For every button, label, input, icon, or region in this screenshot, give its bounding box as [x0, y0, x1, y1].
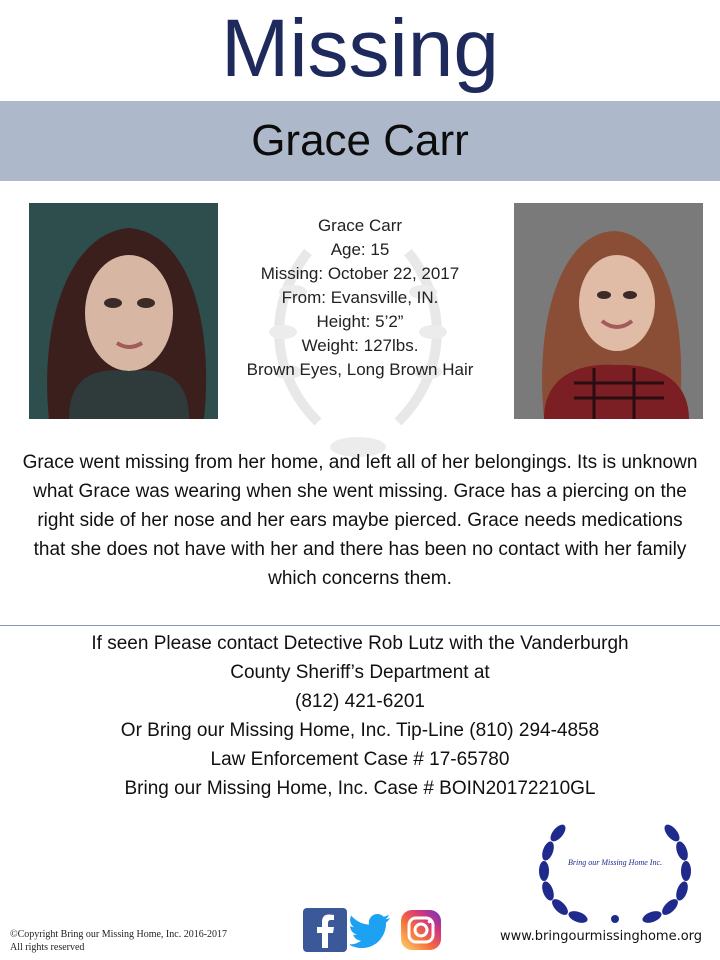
contact-phone: (812) 421-6201: [295, 691, 425, 712]
copyright: [10, 928, 310, 954]
photo-left: [29, 203, 218, 419]
contact-line-2: County Sheriff’s Department at: [230, 662, 490, 683]
name-banner: Grace Carr: [0, 101, 720, 181]
instagram-icon[interactable]: [399, 908, 443, 952]
copyright-line-2: All rights reserved: [10, 942, 85, 953]
info-name: Grace Carr: [317, 216, 403, 235]
organization-case: Bring our Missing Home, Inc. Case # BOIN20172210GL: [124, 778, 596, 799]
divider: [0, 625, 720, 626]
info-height: Height: 5’2”: [316, 312, 404, 331]
law-enforcement-case: Law Enforcement Case # 17-65780: [210, 749, 510, 770]
info-features: Brown Eyes, Long Brown Hair: [246, 360, 474, 379]
info-block: [228, 214, 492, 382]
info-weight: Weight: 127lbs.: [301, 336, 419, 355]
contact-line-1: If seen Please contact Detective Rob Lutz with the Vanderburgh: [91, 633, 629, 654]
page-title: Missing: [221, 3, 499, 94]
portrait-left-image: [29, 203, 218, 419]
photo-right: [514, 203, 703, 419]
info-missing-date: Missing: October 22, 2017: [260, 264, 460, 283]
facebook-icon[interactable]: [303, 908, 347, 952]
contact-block: [20, 629, 700, 803]
copyright-line-1: ©Copyright Bring our Missing Home, Inc. 2016-2017: [10, 929, 228, 940]
portrait-right-image: [514, 203, 703, 419]
organization-logo: [530, 815, 700, 925]
info-age: Age: 15: [330, 240, 390, 259]
twitter-icon[interactable]: [350, 908, 394, 952]
contact-tipline: Or Bring our Missing Home, Inc. Tip-Line (810) 294-4858: [120, 720, 600, 741]
info-from: From: Evansville, IN.: [281, 288, 439, 307]
description-text: Grace went missing from her home, and left all of her belongings. Its is unknown what Grace was wearing when she went missing. Grace has a piercing on the right side of her nose and her ears maybe pierced. Grace needs medications that she does not have with her and there has been no contact with her family which concerns them.: [22, 452, 698, 589]
svg-text:Bring our Missing Home Inc.: Bring our Missing Home Inc.: [568, 858, 662, 867]
website-link[interactable]: www.bringourmissinghome.org: [499, 929, 703, 944]
